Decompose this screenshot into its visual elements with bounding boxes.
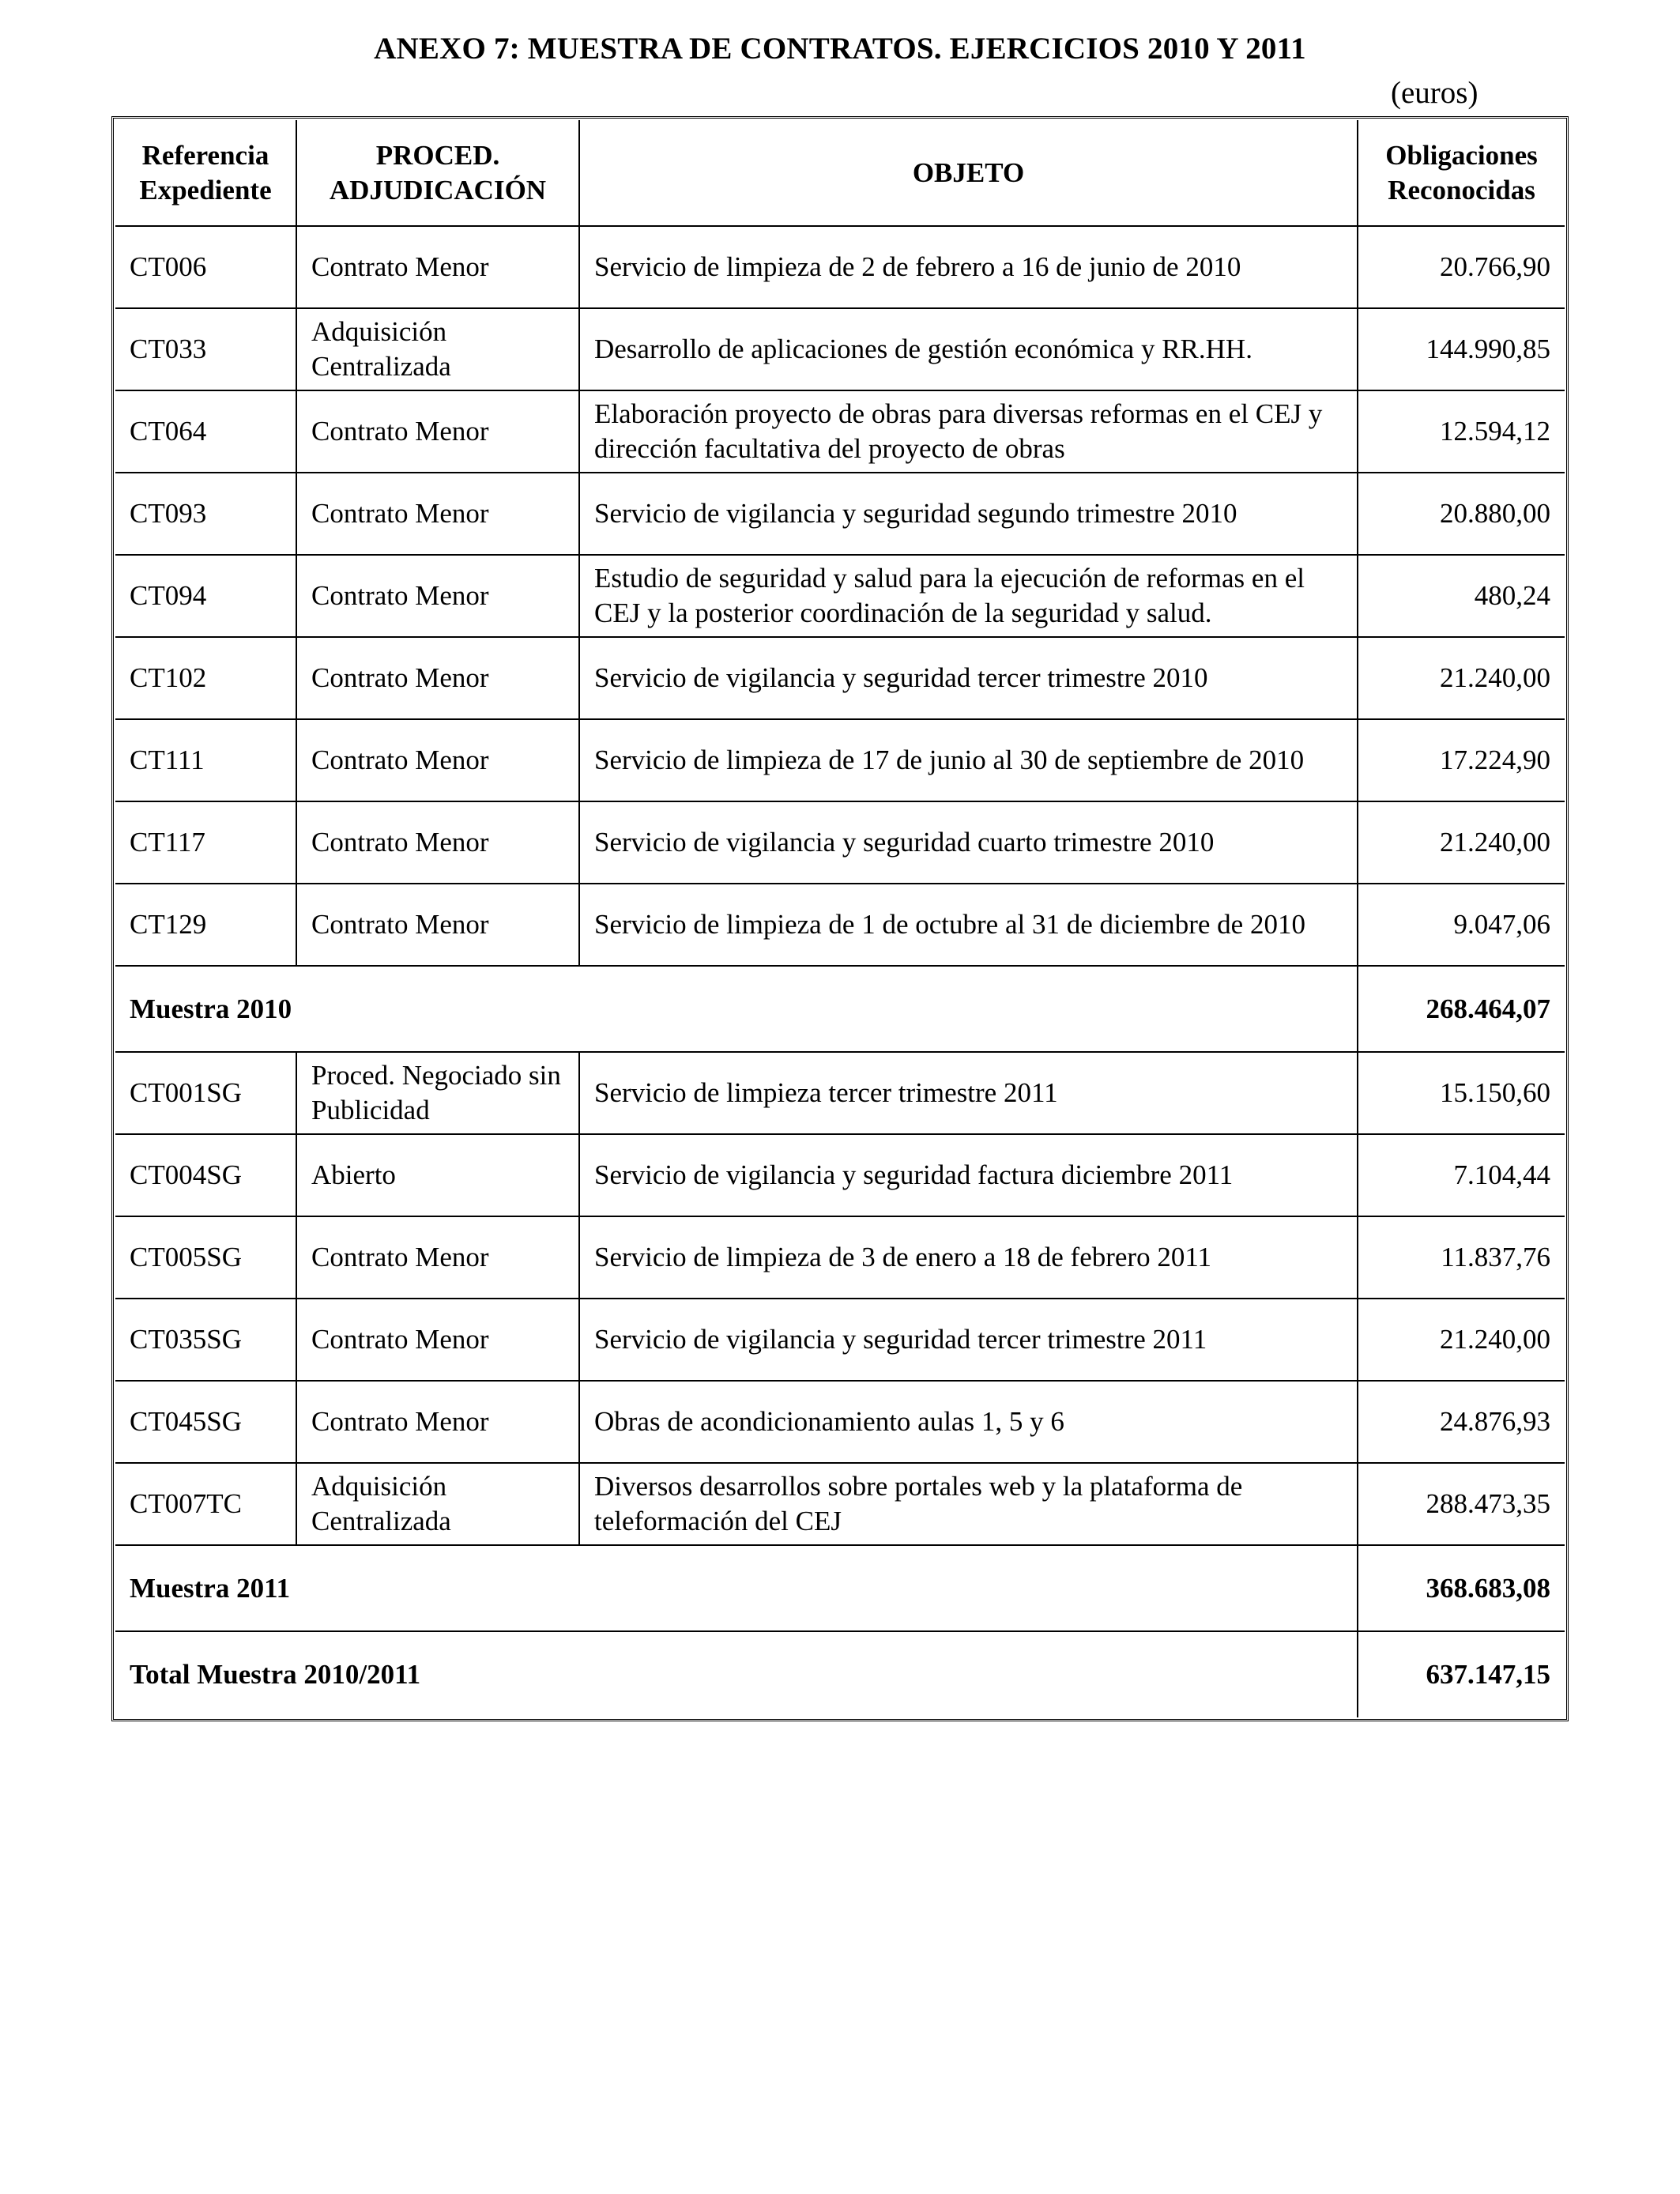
cell-objeto: Servicio de limpieza de 3 de enero a 18 de febrero 2011 [579,1216,1358,1299]
cell-proced: Contrato Menor [296,226,579,308]
header-referencia-expediente [115,120,296,226]
table-row [115,637,1565,719]
cell-referencia: CT111 [115,719,296,801]
cell-proced: Contrato Menor [296,884,579,966]
header-objeto: OBJETO [579,120,1358,226]
table-row [115,1216,1565,1299]
header-obligaciones-reconocidas [1358,120,1565,226]
cell-obligaciones: 12.594,12 [1358,390,1565,473]
cell-proced: Abierto [296,1134,579,1216]
header-oblig-line2: Reconocidas [1388,174,1535,205]
table-row [115,1463,1565,1545]
total-row-amount: 637.147,15 [1358,1631,1565,1717]
cell-proced: Contrato Menor [296,1216,579,1299]
header-ref-line1: Referencia [141,139,269,171]
cell-proced: Contrato Menor [296,390,579,473]
cell-obligaciones: 21.240,00 [1358,637,1565,719]
cell-referencia: CT094 [115,555,296,637]
table-row [115,1052,1565,1134]
table-row [115,473,1565,555]
cell-proced: Contrato Menor [296,1381,579,1463]
contracts-table-frame [111,116,1569,1721]
table-row [115,226,1565,308]
cell-obligaciones: 288.473,35 [1358,1463,1565,1545]
subtotal-2011-row-amount: 368.683,08 [1358,1545,1565,1631]
cell-objeto: Servicio de vigilancia y seguridad tercer trimestre 2010 [579,637,1358,719]
table-row [115,390,1565,473]
cell-obligaciones: 11.837,76 [1358,1216,1565,1299]
cell-objeto: Diversos desarrollos sobre portales web y la plataforma de teleformación del CEJ [579,1463,1358,1545]
total-row [115,1631,1565,1717]
cell-referencia: CT033 [115,308,296,390]
total-row-label: Total Muestra 2010/2011 [115,1631,1358,1717]
cell-obligaciones: 15.150,60 [1358,1052,1565,1134]
cell-obligaciones: 20.766,90 [1358,226,1565,308]
cell-referencia: CT064 [115,390,296,473]
cell-obligaciones: 144.990,85 [1358,308,1565,390]
cell-referencia: CT102 [115,637,296,719]
subtotal-2010-row-amount: 268.464,07 [1358,966,1565,1052]
table-row [115,884,1565,966]
unit-note: (euros) [1391,76,1478,110]
cell-objeto: Desarrollo de aplicaciones de gestión económica y RR.HH. [579,308,1358,390]
cell-objeto: Servicio de limpieza tercer trimestre 2011 [579,1052,1358,1134]
cell-proced: Contrato Menor [296,1299,579,1381]
header-oblig-line1: Obligaciones [1385,139,1538,171]
cell-obligaciones: 7.104,44 [1358,1134,1565,1216]
cell-referencia: CT093 [115,473,296,555]
cell-referencia: CT005SG [115,1216,296,1299]
table-header-row [115,120,1565,226]
cell-referencia: CT001SG [115,1052,296,1134]
cell-objeto: Servicio de vigilancia y seguridad factura diciembre 2011 [579,1134,1358,1216]
cell-proced: Contrato Menor [296,473,579,555]
cell-proced: Proced. Negociado sin Publicidad [296,1052,579,1134]
cell-obligaciones: 21.240,00 [1358,801,1565,884]
cell-obligaciones: 21.240,00 [1358,1299,1565,1381]
cell-referencia: CT045SG [115,1381,296,1463]
cell-objeto: Obras de acondicionamiento aulas 1, 5 y 6 [579,1381,1358,1463]
cell-objeto: Servicio de limpieza de 2 de febrero a 16 de junio de 2010 [579,226,1358,308]
cell-referencia: CT007TC [115,1463,296,1545]
cell-obligaciones: 20.880,00 [1358,473,1565,555]
cell-proced: Contrato Menor [296,637,579,719]
table-row [115,801,1565,884]
table-row [115,308,1565,390]
cell-proced: Adquisición Centralizada [296,308,579,390]
cell-obligaciones: 9.047,06 [1358,884,1565,966]
cell-obligaciones: 480,24 [1358,555,1565,637]
cell-referencia: CT006 [115,226,296,308]
subtotal-2010-row-label: Muestra 2010 [115,966,1358,1052]
cell-objeto: Servicio de limpieza de 17 de junio al 30 de septiembre de 2010 [579,719,1358,801]
contracts-table [115,120,1565,1717]
cell-proced: Adquisición Centralizada [296,1463,579,1545]
cell-objeto: Elaboración proyecto de obras para diversas reformas en el CEJ y dirección facultativa del proyecto de obras [579,390,1358,473]
cell-obligaciones: 17.224,90 [1358,719,1565,801]
cell-referencia: CT117 [115,801,296,884]
header-ref-line2: Expediente [139,174,272,205]
header-proc-line2: ADJUDICACIÓN [329,174,547,205]
cell-obligaciones: 24.876,93 [1358,1381,1565,1463]
header-proced-adjudicacion [296,120,579,226]
page-title: ANEXO 7: MUESTRA DE CONTRATOS. EJERCICIOS 2010 Y 2011 [374,32,1306,66]
table-row [115,1299,1565,1381]
subtotal-2010-row [115,966,1565,1052]
header-proc-line1: PROCED. [375,139,500,171]
cell-objeto: Servicio de vigilancia y seguridad tercer trimestre 2011 [579,1299,1358,1381]
cell-proced: Contrato Menor [296,555,579,637]
cell-referencia: CT004SG [115,1134,296,1216]
cell-referencia: CT035SG [115,1299,296,1381]
cell-objeto: Servicio de vigilancia y seguridad cuarto trimestre 2010 [579,801,1358,884]
table-row [115,555,1565,637]
cell-proced: Contrato Menor [296,801,579,884]
cell-objeto: Estudio de seguridad y salud para la ejecución de reformas en el CEJ y la posterior coordinación de la seguridad y salud. [579,555,1358,637]
table-row [115,719,1565,801]
table-row [115,1381,1565,1463]
subtotal-2011-row [115,1545,1565,1631]
cell-objeto: Servicio de limpieza de 1 de octubre al 31 de diciembre de 2010 [579,884,1358,966]
subtotal-2011-row-label: Muestra 2011 [115,1545,1358,1631]
cell-proced: Contrato Menor [296,719,579,801]
cell-objeto: Servicio de vigilancia y seguridad segundo trimestre 2010 [579,473,1358,555]
table-row [115,1134,1565,1216]
cell-referencia: CT129 [115,884,296,966]
